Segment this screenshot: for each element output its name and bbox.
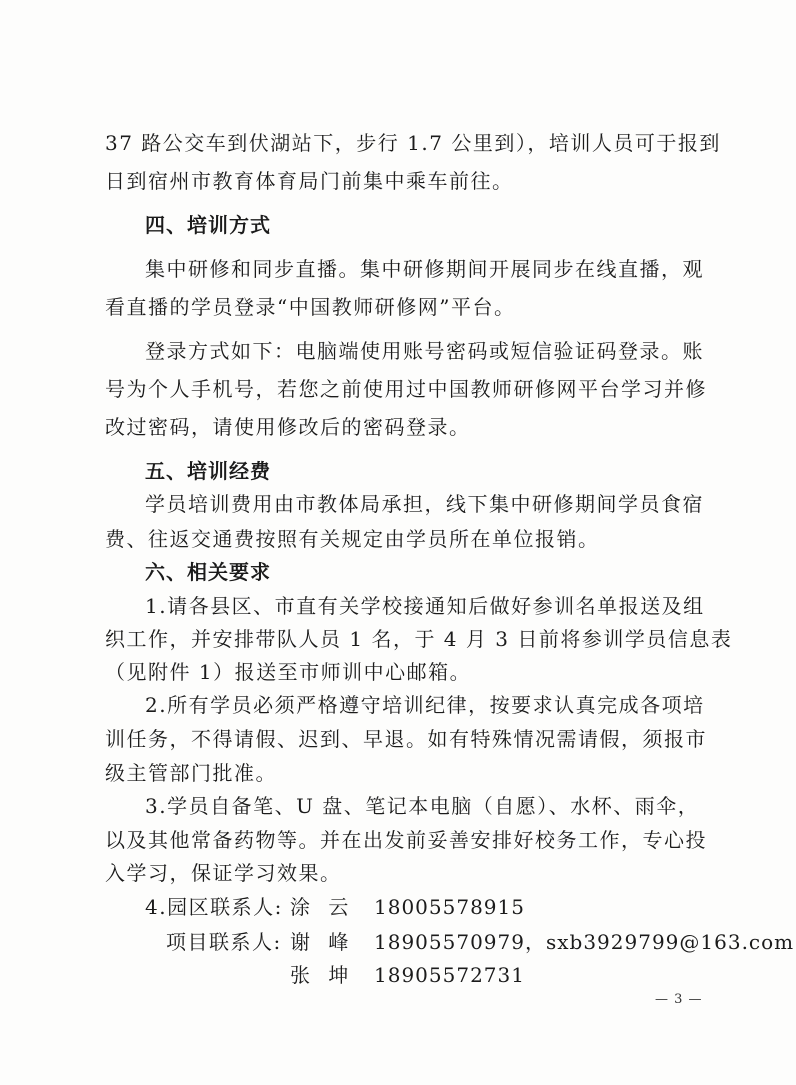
paragraph-line: 学员培训费用由市教体局承担，线下集中研修期间学员食宿 — [145, 492, 704, 516]
paragraph-line: 费、往返交通费按照有关规定由学员所在单位报销。 — [105, 527, 600, 551]
paragraph-line: 日到宿州市教育体育局门前集中乘车前往。 — [105, 169, 514, 193]
paragraph-line: 看直播的学员登录“中国教师研修网”平台。 — [105, 295, 516, 319]
paragraph-line: 训任务，不得请假、迟到、早退。如有特殊情况需请假，须报市 — [105, 727, 707, 751]
project-contact-name-2: 张 坤 — [290, 963, 355, 987]
project-contact-name: 谢 峰 — [290, 930, 355, 954]
section-heading: 六、相关要求 — [145, 560, 271, 584]
park-contact-name: 涂 云 — [290, 895, 355, 919]
paragraph-line: 改过密码，请使用修改后的密码登录。 — [105, 415, 471, 439]
project-contact-label: 项目联系人: — [166, 930, 282, 954]
park-contact-phone: 18005578915 — [374, 895, 525, 919]
paragraph-line: 入学习，保证学习效果。 — [105, 861, 342, 885]
paragraph-line: 1.请各县区、市直有关学校接通知后做好参训名单报送及组 — [145, 594, 705, 618]
paragraph-line: （见附件 1）报送至市师训中心邮箱。 — [105, 660, 472, 684]
paragraph-line: 号为个人手机号，若您之前使用过中国教师研修网平台学习并修 — [105, 377, 707, 401]
paragraph-line: 以及其他常备药物等。并在出发前妥善安排好校务工作，专心投 — [105, 828, 707, 852]
paragraph-line: 织工作，并安排带队人员 1 名，于 4 月 3 日前将参训学员信息表 — [105, 627, 733, 651]
paragraph-line: 级主管部门批准。 — [105, 761, 277, 785]
paragraph-line: 37 路公交车到伏湖站下，步行 1.7 公里到），培训人员可于报到 — [105, 131, 721, 155]
page-number: — 3 — — [655, 992, 703, 1007]
section-heading: 五、培训经费 — [145, 459, 271, 483]
project-contact-phone-2: 18905572731 — [374, 963, 525, 987]
section-heading: 四、培训方式 — [145, 213, 271, 237]
paragraph-line: 登录方式如下：电脑端使用账号密码或短信验证码登录。账 — [145, 339, 704, 363]
paragraph-line: 集中研修和同步直播。集中研修期间开展同步在线直播，观 — [145, 257, 704, 281]
project-contact-phone-email: 18905570979，sxb3929799@163.com — [374, 930, 795, 954]
park-contact-label: 4.园区联系人: — [145, 895, 283, 919]
paragraph-line: 3.学员自备笔、U 盘、笔记本电脑（自愿）、水杯、雨伞， — [145, 794, 700, 818]
paragraph-line: 2.所有学员必须严格遵守培训纪律，按要求认真完成各项培 — [145, 693, 705, 717]
